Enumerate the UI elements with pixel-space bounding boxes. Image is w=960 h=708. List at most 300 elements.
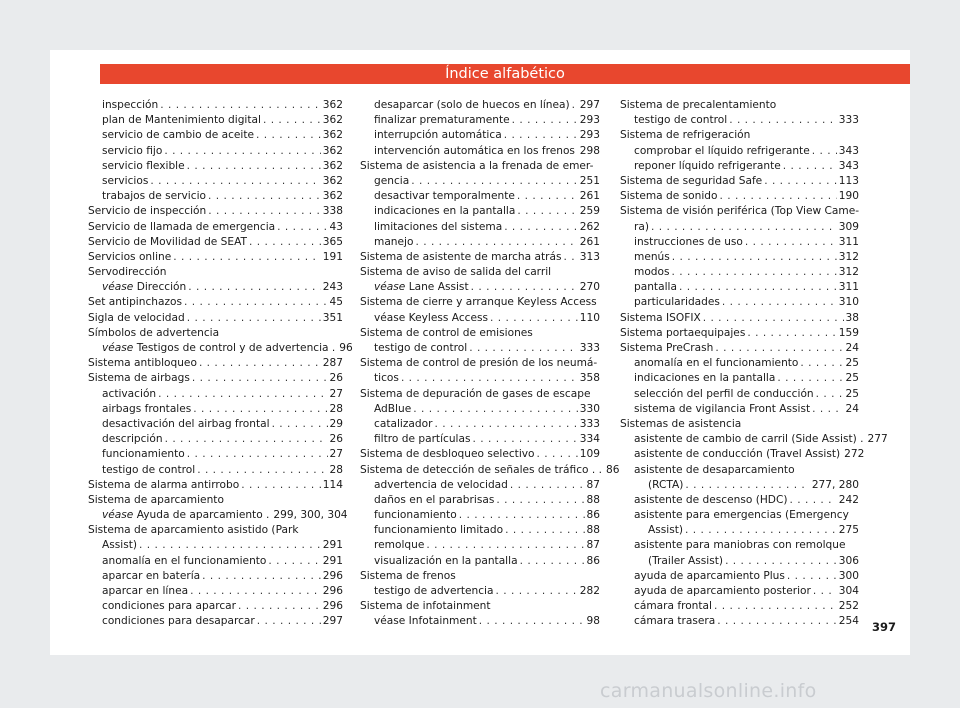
entry-term [634,464,795,476]
entry-term [648,478,683,493]
dot-leader [679,280,837,295]
entry-text: Sistema de alarma antirrobo [88,478,240,491]
dot-leader [401,371,578,386]
entry-term [634,584,811,599]
index-entry [360,159,600,174]
entry-term [648,523,683,538]
entry-page: 26 [329,433,343,446]
entry-text: pantalla [634,281,677,294]
entry-term [374,341,467,356]
index-entry [88,447,343,462]
index-entry [88,478,343,493]
entry-page: 333 [579,342,600,354]
entry-text: manejo [374,235,414,248]
index-entry [88,569,343,584]
dot-leader [717,614,837,629]
entry-page: 29 [329,417,343,430]
index-entry [360,432,600,447]
entry-page: 45 [329,296,343,309]
entry-text: anomalía en el funcionamiento [102,554,267,567]
entry-text: testigo de control [634,114,728,127]
entry-page: 251 [579,174,600,187]
entry-term [102,508,269,523]
entry-page: 311 [838,235,859,248]
entry-text: reponer líquido refrigerante [634,159,781,172]
dot-leader [537,447,578,462]
entry-page: 287 [322,357,343,370]
index-entry [88,113,343,128]
entry-page: 293 [579,114,600,127]
index-entry [88,265,343,280]
entry-page: 310 [838,296,859,309]
dot-leader [197,463,327,478]
entry-text: Sistema PreCrash [620,342,714,354]
entry-page: 88 [586,493,600,506]
dot-leader [256,128,321,143]
index-entry [88,463,343,478]
entry-term [374,280,469,295]
index-entry [88,144,343,159]
index-entry [88,204,343,219]
entry-text: asistente de descenso (HDC) [634,493,788,506]
entry-text: Sistema ISOFIX [620,311,701,324]
dot-leader [208,189,321,204]
index-entry [620,326,859,341]
entry-text: Símbolos de advertencia [88,326,220,339]
entry-term [620,174,762,189]
entry-page: 261 [579,190,600,203]
dot-leader [577,144,578,159]
entry-term [102,614,255,629]
entry-page: 362 [322,144,343,157]
section-header [100,64,910,84]
entry-term [634,539,845,551]
index-entry [360,402,600,417]
index-entry [360,463,620,478]
entry-text: aparcar en línea [102,585,189,597]
dot-leader [192,371,328,386]
entry-term [634,250,670,265]
entry-text: indicaciones en la pantalla [634,372,776,385]
entry-text: condiciones para desaparcar [102,615,255,628]
entry-term [374,220,502,235]
dot-leader [517,204,577,219]
entry-page: 86 [605,463,620,476]
entry-term [88,356,197,371]
index-entry [620,113,859,128]
entry-term [374,371,399,386]
index-column-1 [88,98,353,630]
index-entry [88,128,343,143]
entry-text: testigo de control [102,463,196,476]
entry-page: 24 [845,402,859,415]
entry-term [102,538,137,553]
entry-page: 190 [838,190,859,203]
entry-term [620,205,859,217]
index-entry [88,432,343,447]
entry-term [102,280,186,295]
entry-page: 312 [838,266,859,279]
entry-text: Sistema de desbloqueo selectivo [360,448,535,461]
entry-term [102,417,270,432]
entry-page: 293 [579,129,600,142]
entry-text: intervención automática en los frenos [374,144,575,157]
entry-term [374,417,432,432]
entry-page: 299, 300, 304 [273,509,348,522]
dot-leader [703,311,844,326]
entry-term [634,144,810,159]
entry-term [360,250,562,265]
entry-term [374,235,413,250]
entry-term [634,113,727,128]
entry-text: remolque [374,539,425,552]
entry-page: 330 [579,402,600,415]
entry-text: Sistema de infotainment [360,600,491,613]
entry-page: 277 [867,433,888,446]
dot-leader [277,220,327,235]
index-entry [620,295,859,310]
index-entry [620,463,859,478]
entry-page: 28 [329,463,343,476]
index-entry [620,98,859,113]
entry-term [88,204,206,219]
entry-text: Ayuda de aparcamiento . [136,509,270,522]
index-entry [620,599,859,614]
entry-term [360,447,535,462]
index-entry [620,220,859,235]
dot-leader [415,235,577,250]
entry-text: Servicio de inspección [88,205,207,218]
index-entry [360,614,600,629]
dot-leader [714,599,837,614]
entry-page: 252 [838,600,859,613]
entry-text: activación [102,387,157,400]
see-reference: véase [102,342,134,354]
entry-text: asistente de conducción (Travel Assist) [634,448,841,461]
entry-text: daños en el parabrisas [374,493,495,506]
entry-term [360,296,597,308]
entry-term [374,508,457,523]
entry-page: 86 [586,554,600,567]
entry-text: modos [634,266,670,279]
entry-text: Assist) [102,539,138,552]
index-entry [88,402,343,417]
entry-page: 300 [838,569,859,582]
dot-leader [426,538,584,553]
entry-text: Sistema de depuración de gases de escape [360,387,591,400]
entry-text: véase Keyless Access [374,311,489,324]
entry-page: 362 [322,190,343,203]
index-entry [360,417,600,432]
dot-leader [747,326,836,341]
dot-leader [812,402,843,417]
dot-leader [434,417,577,432]
entry-text: condiciones para aparcar [102,600,236,613]
entry-term [374,478,508,493]
entry-term [620,129,750,141]
entry-term [360,570,456,582]
index-entry [360,493,600,508]
dot-leader [188,280,321,295]
entry-term [374,538,424,553]
entry-term [360,327,533,339]
dot-leader [812,144,837,159]
entry-term [634,387,814,402]
entry-term [374,128,502,143]
index-entry [620,432,888,447]
entry-text: finalizar prematuramente [374,114,510,127]
entry-text: trabajos de servicio [102,190,206,203]
dot-leader [158,387,327,402]
entry-text: Sigla de velocidad [88,311,185,324]
entry-page: 86 [586,509,600,522]
index-entry [88,554,343,569]
entry-term [360,388,590,400]
dot-leader [764,174,837,189]
entry-page: 262 [579,220,600,233]
entry-page: 270 [579,281,600,294]
entry-term [374,189,515,204]
entry-text: desactivación del airbag frontal [102,417,270,430]
entry-term [620,311,701,326]
entry-text: testigo de control [374,342,468,354]
dot-leader [165,432,328,447]
entry-text: cámara trasera [634,615,716,628]
entry-term [102,189,206,204]
index-entry [88,220,343,235]
dot-leader [193,402,327,417]
entry-term [634,220,649,235]
entry-page: 362 [322,159,343,172]
entry-term [620,189,718,204]
entry-term [360,266,551,278]
entry-text: AdBlue [374,402,412,415]
dot-leader [469,341,578,356]
dot-leader [495,584,577,599]
entry-text: Sistema de frenos [360,569,456,582]
entry-page: 24 [845,342,859,354]
entry-term [102,144,162,159]
entry-text: visualización en la pantalla [374,554,518,567]
entry-term [88,250,171,265]
dot-leader [777,371,843,386]
index-entry [360,189,600,204]
entry-page: 88 [586,524,600,537]
entry-term [634,509,849,521]
entry-term [374,113,510,128]
entry-page: 242 [838,493,859,506]
index-entry [360,144,600,159]
entry-term [634,280,677,295]
entry-page: 43 [329,220,343,233]
entry-text: ticos [374,372,399,385]
index-entry [88,235,343,250]
dot-leader [745,235,837,250]
entry-text: funcionamiento [374,509,457,522]
entry-text: (RCTA) [648,478,684,491]
entry-page: 159 [838,326,859,339]
entry-page: 113 [838,174,859,187]
entry-term [102,432,163,447]
entry-text: aparcar en batería [102,569,201,582]
entry-term [374,432,471,447]
entry-term [102,554,266,569]
entry-term [634,235,743,250]
entry-page: 191 [322,250,343,263]
entry-term [102,341,335,356]
entry-page: 306 [838,554,859,567]
entry-page: 87 [586,478,600,491]
entry-text: menús [634,250,670,263]
entry-text: desactivar temporalmente [374,190,515,203]
entry-page: 291 [322,554,343,567]
dot-leader [496,493,584,508]
entry-term [102,569,200,584]
dot-leader [510,478,585,493]
index-entry [360,523,600,538]
entry-term [360,357,597,369]
index-entry [88,599,343,614]
entry-text: cámara frontal [634,600,712,613]
index-entry [360,387,600,402]
entry-term [102,447,185,462]
index-entry [88,387,343,402]
dot-leader [505,523,584,538]
entry-text: Sistema portaequipajes [620,326,746,339]
entry-text: asistente de cambio de carril (Side Assist) . [634,433,864,446]
index-entry [88,159,343,174]
entry-page: 343 [838,159,859,172]
dot-leader [249,235,321,250]
entry-text: particularidades [634,296,720,309]
index-entry [360,113,600,128]
entry-term [102,599,236,614]
index-entry [620,402,859,417]
entry-term [360,463,602,478]
index-entry [620,204,859,219]
entry-text: Servicio de Movilidad de SEAT [88,235,247,248]
dot-leader [729,113,837,128]
entry-term [648,554,723,569]
entry-term [620,99,776,111]
entry-page: 338 [322,205,343,218]
dot-leader [411,174,578,189]
entry-term [620,326,745,341]
index-entry [620,144,859,159]
entry-text: asistente para maniobras con remolque [634,539,846,552]
dot-leader [564,250,578,265]
entry-text: Sistema de aviso de salida del carril [360,266,552,279]
dot-leader [725,554,837,569]
entry-term [88,478,239,493]
entry-text: Dirección [136,281,187,294]
dot-leader [238,599,321,614]
entry-term [88,295,182,310]
entry-page: 365 [322,235,343,248]
entry-page: 343 [838,144,859,157]
dot-leader [651,220,837,235]
dot-leader [490,311,578,326]
dot-leader [517,189,578,204]
index-entry [620,371,859,386]
dot-leader [413,402,578,417]
dot-leader [816,387,844,402]
entry-page: 27 [329,448,343,461]
dot-leader [672,265,837,280]
entry-text: descripción [102,433,163,446]
entry-text: asistente para emergencias (Emergency [634,509,849,522]
entry-text: filtro de partículas [374,433,471,446]
entry-term [374,98,570,113]
dot-leader [722,295,837,310]
dot-leader [789,493,836,508]
entry-page: 362 [322,174,343,187]
dot-leader [685,478,809,493]
entry-term [634,265,670,280]
entry-page: 87 [586,539,600,552]
entry-text: (Trailer Assist) [648,554,724,567]
entry-page: 277, 280 [811,478,859,491]
entry-page: 291 [322,539,343,552]
index-entry [88,493,343,508]
entry-term [634,159,781,174]
index-entry [620,311,859,326]
dot-leader [473,432,578,447]
entry-term [374,402,411,417]
entry-text: inspección [102,99,159,111]
entry-term [102,402,191,417]
index-entry [620,417,859,432]
entry-text: ayuda de aparcamiento Plus [634,569,785,582]
index-entry [360,250,600,265]
index-entry [88,98,343,113]
entry-text: indicaciones en la pantalla [374,205,516,218]
index-entry [620,265,859,280]
dot-leader [164,144,320,159]
dot-leader [715,341,843,356]
entry-text: interrupción automática [374,129,502,142]
index-entry [88,174,343,189]
entry-page: 296 [322,585,343,597]
index-entry [88,584,343,599]
entry-term [374,523,503,538]
index-entry [620,356,859,371]
entry-page: 333 [838,114,859,127]
entry-text: servicio de cambio de aceite [102,129,255,142]
entry-term [374,174,409,189]
entry-text: Sistema de asistente de marcha atrás [360,250,562,263]
dot-leader [471,280,578,295]
entry-term [88,266,166,278]
dot-leader [263,113,321,128]
entry-page: 298 [579,144,600,157]
entry-term [102,159,185,174]
entry-page: 333 [579,417,600,430]
entry-term [634,295,720,310]
index-entry [360,174,600,189]
entry-page: 362 [322,99,343,111]
entry-term [374,493,494,508]
index-entry [620,189,859,204]
dot-leader [783,159,837,174]
entry-term [634,371,775,386]
index-entry [620,447,865,462]
entry-text: funcionamiento limitado [374,524,504,537]
entry-term [102,463,195,478]
entry-page: 261 [579,235,600,248]
page-number: 397 [871,620,896,634]
entry-text: desaparcar (solo de huecos en línea) [374,99,570,111]
